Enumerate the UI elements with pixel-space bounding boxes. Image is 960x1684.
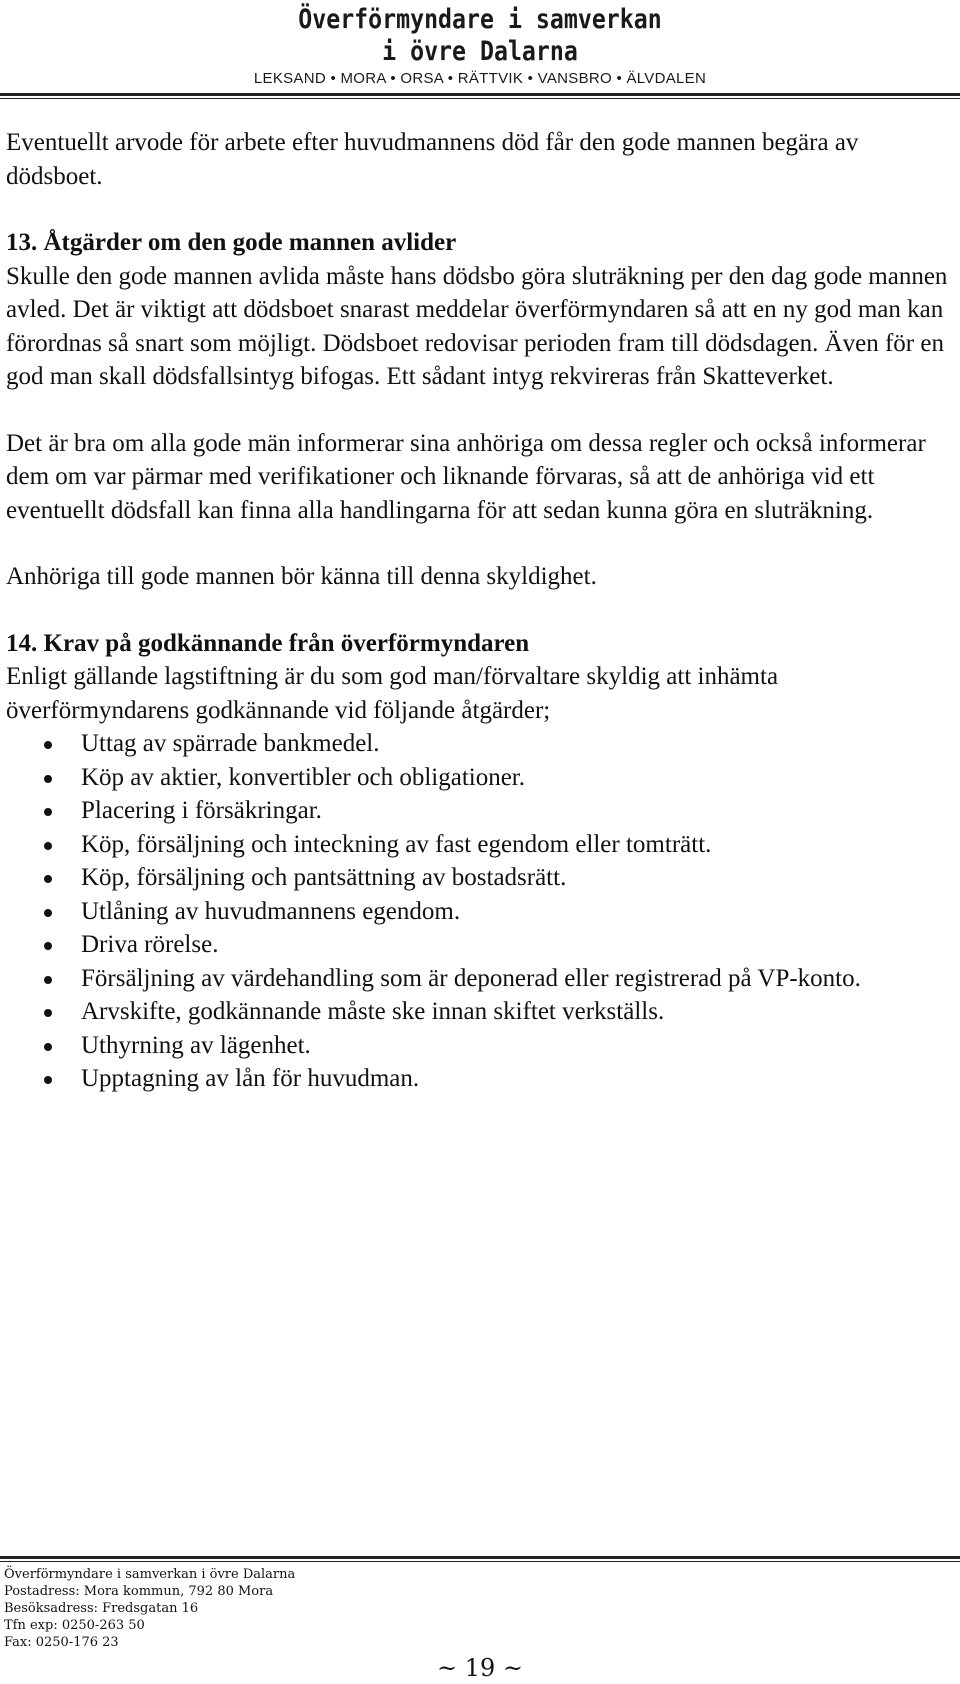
list-item: Köp, försäljning och inteckning av fast egendom eller tomträtt. (6, 828, 956, 862)
footer-divider-thin (0, 1561, 960, 1562)
footer-divider-thick (0, 1556, 960, 1559)
list-item: Driva rörelse. (6, 928, 956, 962)
section-13-paragraph-3: Anhöriga till gode mannen bör känna till denna skyldighet. (6, 563, 597, 590)
section-13-paragraph-1: Skulle den gode mannen avlida måste hans dödsbo göra sluträkning per den dag gode mannen avled. Det är viktigt att dödsboet snarast meddelar överförmyndaren så att en ny god man kan förordnas så snart som möjligt. Dödsboet redovisar perioden fram till dödsdagen. Även för en god man skall dödsfallsintyg bifogas. Ett sådant intyg rekvireras från Skatteverket. (6, 262, 948, 390)
footer-phone: Tfn exp: 0250-263 50 (4, 1618, 145, 1633)
footer-fax: Fax: 0250-176 23 (4, 1635, 119, 1650)
approval-list (6, 727, 956, 1096)
list-item: Försäljning av värdehandling som är deponerad eller registrerad på VP-konto. (6, 962, 956, 996)
bullet-icon (44, 976, 52, 984)
list-item: Uttag av spärrade bankmedel. (6, 727, 956, 761)
bullet-icon (44, 741, 52, 749)
list-item: Arvskifte, godkännande måste ske innan skiftet verkställs. (6, 995, 956, 1029)
header-divider-thin (0, 98, 960, 99)
header-locations: LEKSAND • MORA • ORSA • RÄTTVIK • VANSBRO • ÄLVDALEN (253, 70, 707, 87)
list-item: Köp av aktier, konvertibler och obligationer. (6, 761, 956, 795)
page-footer (4, 1566, 295, 1651)
section-13-heading: 13. Åtgärder om den gode mannen avlider (6, 229, 457, 256)
section-13-paragraph-2: Det är bra om alla gode män informerar sina anhöriga om dessa regler och också informerar dem om var pärmar med verifikationer och liknande förvaras, så att de anhöriga vid ett eventuellt dödsfall kan finna alla handlingarna för att sedan kunna göra en sluträkning. (6, 429, 926, 524)
bullet-icon (44, 875, 52, 883)
header-title-line1: Överförmyndare i samverkan (298, 4, 662, 35)
list-item: Upptagning av lån för huvudman. (6, 1062, 956, 1096)
section-14-intro: Enligt gällande lagstiftning är du som god man/förvaltare skyldig att inhämta överförmyndarens godkännande vid följande åtgärder; (6, 663, 779, 724)
list-item: Köp, försäljning och pantsättning av bostadsrätt. (6, 861, 956, 895)
page-number: ~ 19 ~ (436, 1654, 523, 1682)
bullet-icon (44, 1043, 52, 1051)
footer-postal-address: Postadress: Mora kommun, 792 80 Mora (4, 1584, 274, 1599)
bullet-icon (44, 942, 52, 950)
bullet-icon (44, 775, 52, 783)
bullet-icon (44, 808, 52, 816)
bullet-icon (44, 1009, 52, 1017)
header-divider-thick (0, 93, 960, 96)
section-14-heading: 14. Krav på godkännande från överförmyndaren (6, 629, 530, 657)
document-body (6, 126, 956, 1096)
list-item: Utlåning av huvudmannens egendom. (6, 895, 956, 929)
footer-visiting-address: Besöksadress: Fredsgatan 16 (4, 1601, 199, 1616)
intro-paragraph: Eventuellt arvode för arbete efter huvudmannens död får den gode mannen begära av dödsboet. (6, 129, 859, 190)
footer-org: Överförmyndare i samverkan i övre Dalarna (4, 1567, 296, 1582)
list-item: Placering i försäkringar. (6, 794, 956, 828)
list-item: Uthyrning av lägenhet. (6, 1029, 956, 1063)
bullet-icon (44, 909, 52, 917)
bullet-icon (44, 1076, 52, 1084)
bullet-icon (44, 842, 52, 850)
header-title-line2: i övre Dalarna (382, 36, 578, 67)
